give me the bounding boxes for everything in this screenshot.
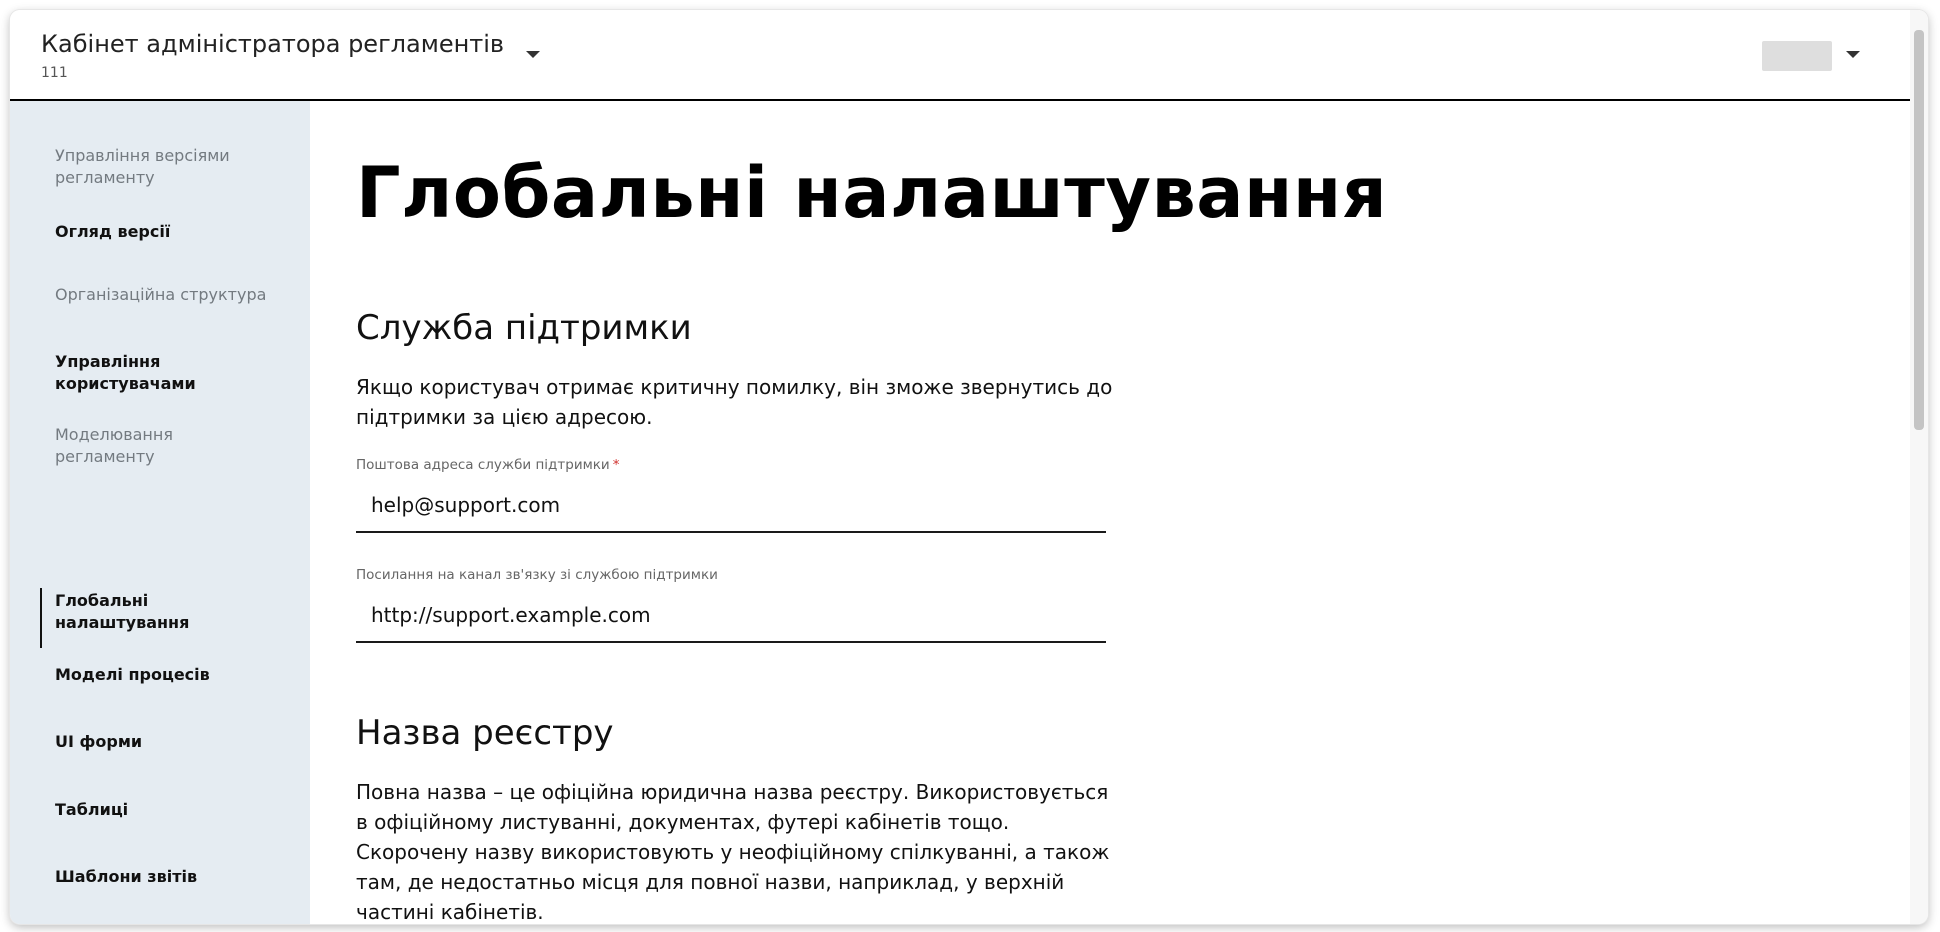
sidebar-item-report-templates[interactable]: Шаблони звітів (55, 867, 198, 886)
support-link-field[interactable] (356, 591, 1106, 643)
active-indicator (40, 588, 42, 648)
app-title-block[interactable] (41, 30, 504, 82)
support-email-field[interactable] (356, 481, 1106, 533)
top-header (10, 10, 1928, 101)
support-link-label: Посилання на канал зв'язку зі службою підтримки (356, 567, 718, 583)
support-email-label-text: Поштова адреса служби підтримки (356, 457, 610, 473)
sidebar-section-org-structure: Організаційна структура (55, 285, 267, 304)
sidebar-item-ui-forms[interactable]: UI форми (55, 732, 143, 751)
sidebar-item-process-models[interactable]: Моделі процесів (55, 665, 210, 684)
support-section-title: Служба підтримки (356, 308, 692, 348)
sidebar (10, 101, 310, 924)
support-email-input[interactable] (371, 487, 1091, 523)
registry-description: Повна назва – це офіційна юридична назва реєстру. Використовується в офіційному листуванні, документах, футері кабінетів тощо. Скорочену назву використовують у неофіційному спілкуванні, а також там, де недостатньо місця для повної назви, наприклад, у верхній частині кабінетів. (356, 780, 1110, 924)
user-avatar[interactable] (1762, 41, 1832, 71)
sidebar-item-user-management[interactable]: Управління користувачами (55, 352, 196, 393)
required-mark: * (612, 457, 620, 473)
app-subtitle: 111 (41, 65, 68, 81)
support-link-input[interactable] (371, 597, 1091, 633)
app-window (10, 10, 1928, 924)
app-title: Кабінет адміністратора регламентів (41, 30, 505, 58)
caret-down-icon[interactable] (526, 51, 540, 58)
sidebar-item-version-overview[interactable]: Огляд версії (55, 222, 171, 241)
page-title: Глобальні налаштування (356, 152, 1388, 234)
sidebar-item-global-settings[interactable]: Глобальні налаштування (55, 591, 190, 632)
scrollbar-thumb[interactable] (1914, 30, 1924, 430)
sidebar-section-version-management: Управління версіями регламенту (55, 146, 230, 187)
support-description: Якщо користувач отримає критичну помилку, він зможе звернутись до підтримки за цією адресою. (356, 375, 1113, 429)
user-menu-caret-down-icon[interactable] (1846, 51, 1860, 58)
sidebar-item-tables[interactable]: Таблиці (55, 800, 129, 819)
main-content (310, 101, 1900, 924)
support-email-label (356, 456, 619, 474)
sidebar-section-regulation-modeling: Моделювання регламенту (55, 425, 173, 466)
registry-section-title: Назва реєстру (356, 713, 614, 753)
